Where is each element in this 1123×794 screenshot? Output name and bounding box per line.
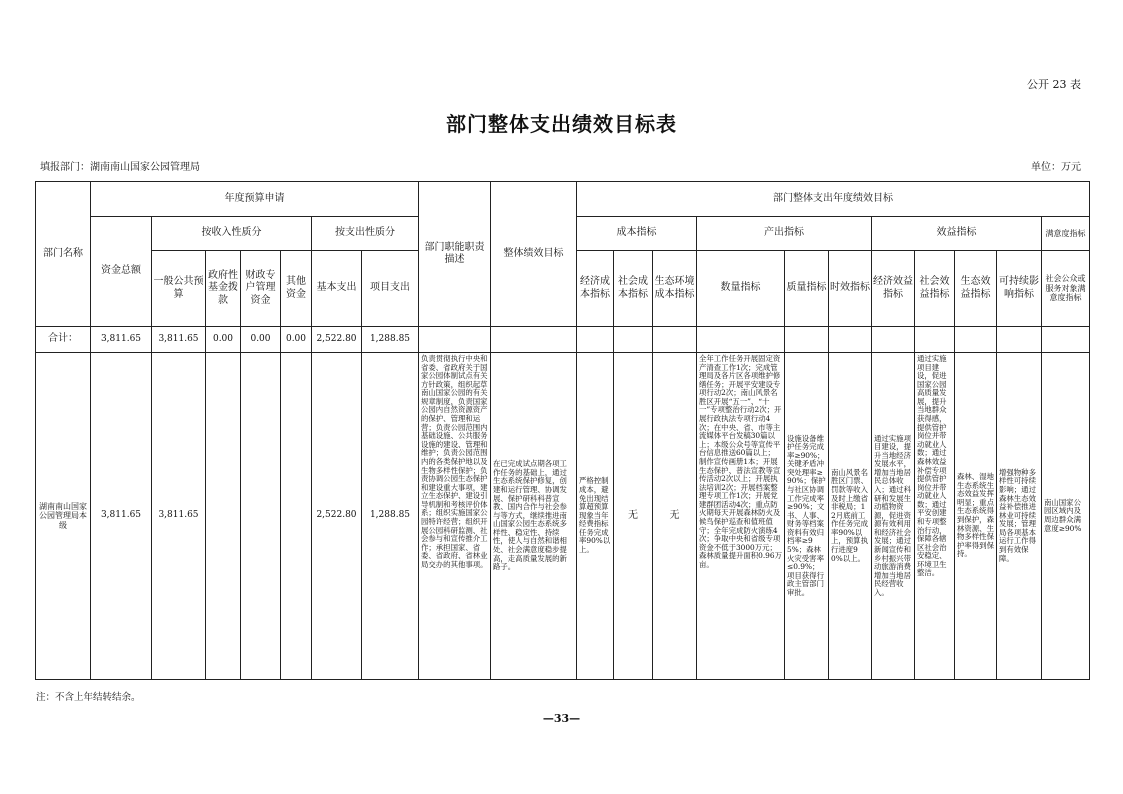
header-goal: 整体绩效目标 (491, 182, 577, 327)
row-econ-cost: 严格控制成本，避免出现结算超预算现象当年经费指标任务完成率90%以上。 (577, 353, 614, 680)
row-timeliness: 南山风景名胜区门票、罚款等收入及时上缴省非税局；12月底前工作任务完成率90%以上，预算执行进度90%以上。 (829, 353, 872, 680)
total-other: 0.00 (281, 327, 312, 353)
header-quality: 质量指标 (785, 251, 829, 327)
page-title: 部门整体支出绩效目标表 (446, 112, 677, 136)
header-econ-cost: 经济成本指标 (577, 251, 614, 327)
row-duty: 负责贯彻执行中央和省委、省政府关于国家公园体制试点有关方针政策，组织起草南山国家公园的有关规章制度，负责国家公园内自然资源资产的保护、管理和运营；负责公园范围内基础设施、公共服务设施的建设、管理和维护；负责公园范围内的各类保护地以及生物多样性保护；负责协调公园生态保护和建设重大事项，建立生态保护、建设引导机制和考核评价体系；组织实施国家公园特许经营；组织开展公园科研监测、社会参与和宣传推介工作；承担国家、省委、省政府、省林业局交办的其他事项。 (419, 353, 491, 680)
header-by-income: 按收入性质分 (152, 217, 312, 251)
header-duty: 部门职能职责描述 (419, 182, 491, 327)
total-amount: 3,811.65 (91, 327, 152, 353)
header-benefit: 效益指标 (872, 217, 1042, 251)
row-econ-benefit: 通过实施项目建设，提升当地经济发展水平，增加当地居民总体收入；通过科研和发展生动植物资源，促进资源有效利用和经济社会发展；通过新闻宣传和乡村振兴带动旅游消费增加当地居民经营收入。 (872, 353, 915, 680)
row-sustain: 增强物种多样性可持续影响；通过森林生态效益补偿推进林业可持续发展；管理局各项基本运行工作得到有效保障。 (997, 353, 1042, 680)
header-econ-benefit: 经济效益指标 (872, 251, 915, 327)
unit-label: 单位：万元 (1031, 162, 1081, 173)
total-basic: 2,522.80 (312, 327, 362, 353)
header-output: 产出指标 (697, 217, 872, 251)
row-quantity: 全年工作任务开展固定资产清查工作1次；完成管理局及各片区各项维护修缮任务；开展平安建设专项行动2次；南山风景名胜区开展“五一”、“十一”专项整治行动2次；开展行政执法专项行动4次；在中央、省、市等主流媒体平台发稿30篇以上；本级公众号等宣传平台信息推送60篇以上；制作宣传画册1本；开展生态保护、普法宣教等宣传活动2次以上；开展执法培训2次；开展档案整理专项工作1次；开展党建群团活动4次；重点防火期每天开展森林防火及候鸟保护巡查和值班值守；全年完成防火演练4次；争取中央和省级专项资金不低于3000万元；森林质量提升面积0.96万亩。 (697, 353, 785, 680)
header-performance: 部门整体支出年度绩效目标 (577, 182, 1090, 217)
row-general: 3,811.65 (152, 353, 206, 680)
total-gov-fund: 0.00 (206, 327, 241, 353)
header-gov-fund: 政府性基金拨款 (206, 251, 241, 327)
header-basic-expense: 基本支出 (312, 251, 362, 327)
row-eco-benefit: 森林、湿地生态系统生态效益发挥明显；重点生态系统得到保护，森林资源、生物多样性保护率得到保持。 (955, 353, 997, 680)
header-other-fund: 其他资金 (281, 251, 312, 327)
header-by-expense: 按支出性质分 (312, 217, 419, 251)
total-special: 0.00 (241, 327, 281, 353)
header-eco-benefit: 生态效益指标 (955, 251, 997, 327)
reporting-department: 填报部门：湖南南山国家公园管理局 (40, 162, 200, 173)
header-dept-name: 部门名称 (36, 182, 91, 327)
header-service-satisfaction: 社会公众或服务对象满意度指标 (1042, 251, 1090, 327)
row-satisfaction: 南山国家公园区域内及周边群众满意度≥90% (1042, 353, 1090, 680)
row-quality: 设施设备维护任务完成率≥90%；关键矛盾冲突处理率≥90%；保护与社区协调工作完成率≥90%；文书、人事、财务等档案资料有效归档率≥95%；森林火灾受害率≤0.9%；项目获得行政主管部门审批。 (785, 353, 829, 680)
header-special-account: 财政专户管理资金 (241, 251, 281, 327)
header-general-budget: 一般公共预算 (152, 251, 206, 327)
header-cost: 成本指标 (577, 217, 697, 251)
total-label: 合计： (36, 327, 91, 353)
row-social-benefit: 通过实施项目建设，促进国家公园高质量发展，提升当地群众获得感，提供管护岗位并带动就业人数；通过森林效益补偿专项提供管护岗位并带动就业人数；通过平安创建和专项整治行动，保障各辖区社会治安稳定、环境卫生整洁。 (915, 353, 955, 680)
header-eco-cost: 生态环境成本指标 (653, 251, 697, 327)
header-social-cost: 社会成本指标 (614, 251, 653, 327)
header-social-benefit: 社会效益指标 (915, 251, 955, 327)
row-project: 1,288.85 (362, 353, 419, 680)
header-total: 资金总额 (91, 217, 152, 327)
header-satisfaction: 满意度指标 (1042, 217, 1090, 251)
header-project-expense: 项目支出 (362, 251, 419, 327)
header-quantity: 数量指标 (697, 251, 785, 327)
row-social-cost: 无 (614, 353, 653, 680)
header-budget: 年度预算申请 (91, 182, 419, 217)
footnote: 注：不含上年结转结余。 (36, 692, 141, 703)
row-total: 3,811.65 (91, 353, 152, 680)
header-timeliness: 时效指标 (829, 251, 872, 327)
page-number: —33— (542, 712, 581, 725)
row-basic: 2,522.80 (312, 353, 362, 680)
row-goal: 在已完成试点期各项工作任务的基础上，通过生态系统保护修复，创建和运行管理、协调发展、保护研科科普宣教、国内合作与社会参与等方式，继续推进南山国家公园生态系统多样性、稳定性、持续性，使人与自然和谐相处、社会满意度稳步提高，走高质量发展的新路子。 (491, 353, 577, 680)
total-general: 3,811.65 (152, 327, 206, 353)
total-project: 1,288.85 (362, 327, 419, 353)
row-dept-name: 湖南南山国家公园管理局本级 (36, 353, 91, 680)
header-sustain: 可持续影响指标 (997, 251, 1042, 327)
performance-table (35, 181, 1090, 680)
table-number: 公开 23 表 (1027, 78, 1081, 91)
row-eco-cost: 无 (653, 353, 697, 680)
